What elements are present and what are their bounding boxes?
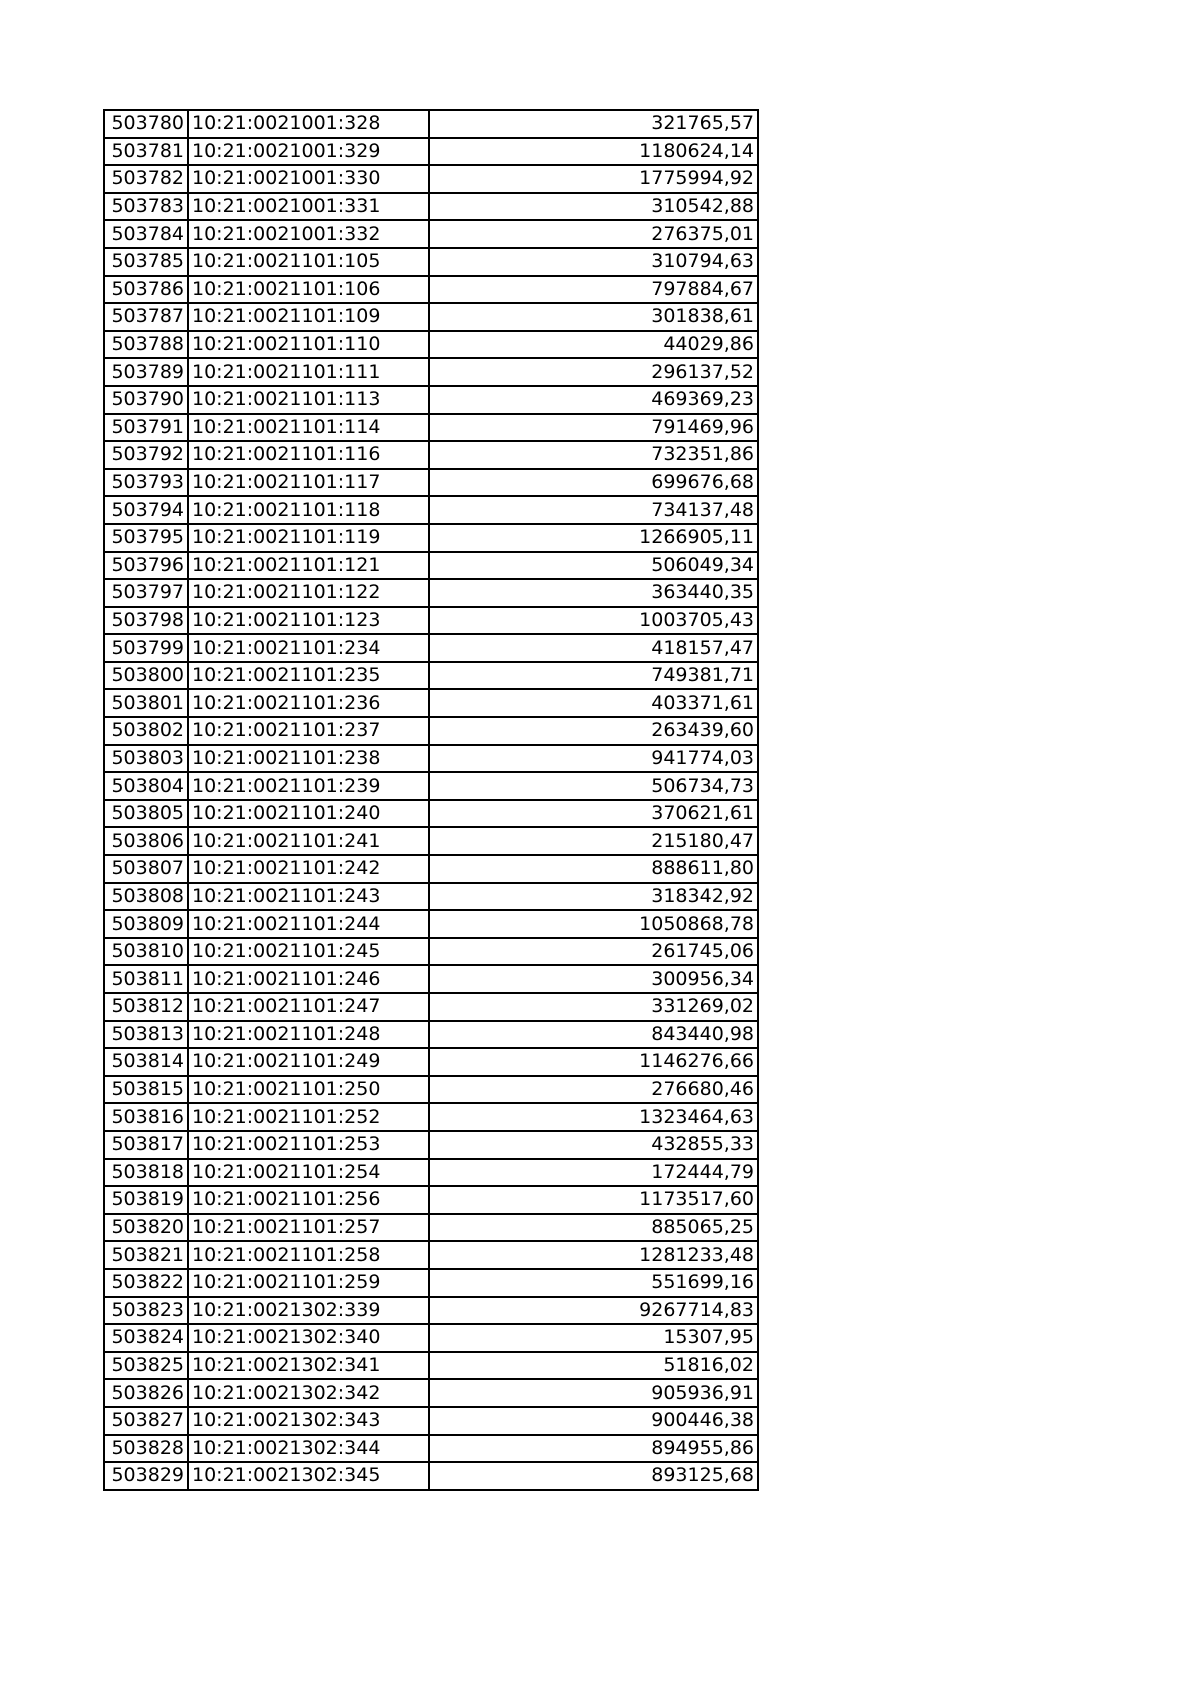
cadastral-number-cell: 10:21:0021101:243 (188, 883, 429, 911)
table-row (104, 1076, 758, 1104)
table-row (104, 386, 758, 414)
value-cell: 51816,02 (429, 1352, 758, 1380)
table-row (104, 1103, 758, 1131)
table-row (104, 358, 758, 386)
row-id-cell: 503793 (104, 469, 188, 497)
cadastral-number-cell: 10:21:0021302:345 (188, 1462, 429, 1490)
value-cell: 551699,16 (429, 1269, 758, 1297)
value-cell: 363440,35 (429, 579, 758, 607)
cadastral-number-cell: 10:21:0021101:238 (188, 745, 429, 773)
value-cell: 44029,86 (429, 331, 758, 359)
table-row (104, 469, 758, 497)
cadastral-number-cell: 10:21:0021101:235 (188, 662, 429, 690)
table-row (104, 1241, 758, 1269)
value-cell: 1146276,66 (429, 1048, 758, 1076)
row-id-cell: 503812 (104, 993, 188, 1021)
value-cell: 15307,95 (429, 1324, 758, 1352)
table-row (104, 1352, 758, 1380)
row-id-cell: 503811 (104, 965, 188, 993)
value-cell: 1180624,14 (429, 138, 758, 166)
table-row (104, 772, 758, 800)
value-cell: 276375,01 (429, 220, 758, 248)
table-row (104, 883, 758, 911)
row-id-cell: 503800 (104, 662, 188, 690)
row-id-cell: 503806 (104, 827, 188, 855)
cadastral-number-cell: 10:21:0021101:237 (188, 717, 429, 745)
row-id-cell: 503787 (104, 303, 188, 331)
cadastral-number-cell: 10:21:0021101:118 (188, 496, 429, 524)
cadastral-number-cell: 10:21:0021101:239 (188, 772, 429, 800)
cadastral-number-cell: 10:21:0021101:259 (188, 1269, 429, 1297)
row-id-cell: 503805 (104, 800, 188, 828)
cadastral-number-cell: 10:21:0021101:242 (188, 855, 429, 883)
row-id-cell: 503798 (104, 607, 188, 635)
cadastral-number-cell: 10:21:0021101:116 (188, 441, 429, 469)
cadastral-number-cell: 10:21:0021101:244 (188, 910, 429, 938)
value-cell: 843440,98 (429, 1021, 758, 1049)
cadastral-number-cell: 10:21:0021101:250 (188, 1076, 429, 1104)
cadastral-number-cell: 10:21:0021302:339 (188, 1297, 429, 1325)
cadastral-number-cell: 10:21:0021101:256 (188, 1186, 429, 1214)
row-id-cell: 503789 (104, 358, 188, 386)
value-cell: 469369,23 (429, 386, 758, 414)
table-row (104, 1297, 758, 1325)
table-row (104, 1021, 758, 1049)
value-cell: 894955,86 (429, 1435, 758, 1463)
cadastral-number-cell: 10:21:0021101:253 (188, 1131, 429, 1159)
table-row (104, 248, 758, 276)
value-cell: 699676,68 (429, 469, 758, 497)
row-id-cell: 503822 (104, 1269, 188, 1297)
cadastral-number-cell: 10:21:0021101:257 (188, 1214, 429, 1242)
cadastral-number-cell: 10:21:0021101:240 (188, 800, 429, 828)
cadastral-number-cell: 10:21:0021001:331 (188, 193, 429, 221)
value-cell: 172444,79 (429, 1159, 758, 1187)
value-cell: 893125,68 (429, 1462, 758, 1490)
cadastral-number-cell: 10:21:0021101:111 (188, 358, 429, 386)
row-id-cell: 503829 (104, 1462, 188, 1490)
table-row (104, 855, 758, 883)
cadastral-number-cell: 10:21:0021101:117 (188, 469, 429, 497)
row-id-cell: 503781 (104, 138, 188, 166)
value-cell: 1775994,92 (429, 165, 758, 193)
table-row (104, 965, 758, 993)
cadastral-number-cell: 10:21:0021101:109 (188, 303, 429, 331)
row-id-cell: 503783 (104, 193, 188, 221)
table-row (104, 1407, 758, 1435)
value-cell: 888611,80 (429, 855, 758, 883)
table-row (104, 331, 758, 359)
row-id-cell: 503827 (104, 1407, 188, 1435)
row-id-cell: 503828 (104, 1435, 188, 1463)
cadastral-number-cell: 10:21:0021101:106 (188, 276, 429, 304)
row-id-cell: 503804 (104, 772, 188, 800)
table-row (104, 414, 758, 442)
row-id-cell: 503792 (104, 441, 188, 469)
row-id-cell: 503809 (104, 910, 188, 938)
value-cell: 791469,96 (429, 414, 758, 442)
cadastral-number-cell: 10:21:0021101:234 (188, 634, 429, 662)
value-cell: 310542,88 (429, 193, 758, 221)
value-cell: 215180,47 (429, 827, 758, 855)
table-row (104, 552, 758, 580)
row-id-cell: 503821 (104, 1241, 188, 1269)
row-id-cell: 503790 (104, 386, 188, 414)
table-row (104, 1159, 758, 1187)
row-id-cell: 503794 (104, 496, 188, 524)
cadastral-number-cell: 10:21:0021101:123 (188, 607, 429, 635)
value-cell: 900446,38 (429, 1407, 758, 1435)
value-cell: 885065,25 (429, 1214, 758, 1242)
row-id-cell: 503814 (104, 1048, 188, 1076)
value-cell: 1266905,11 (429, 524, 758, 552)
row-id-cell: 503802 (104, 717, 188, 745)
value-cell: 301838,61 (429, 303, 758, 331)
value-cell: 506734,73 (429, 772, 758, 800)
row-id-cell: 503815 (104, 1076, 188, 1104)
value-cell: 1003705,43 (429, 607, 758, 635)
cadastral-number-cell: 10:21:0021101:252 (188, 1103, 429, 1131)
row-id-cell: 503826 (104, 1379, 188, 1407)
value-cell: 310794,63 (429, 248, 758, 276)
cadastral-number-cell: 10:21:0021302:342 (188, 1379, 429, 1407)
cadastral-number-cell: 10:21:0021001:330 (188, 165, 429, 193)
table-row (104, 1379, 758, 1407)
cadastral-number-cell: 10:21:0021101:119 (188, 524, 429, 552)
table-row (104, 745, 758, 773)
table-row (104, 1186, 758, 1214)
table-row (104, 1214, 758, 1242)
cadastral-number-cell: 10:21:0021001:328 (188, 110, 429, 138)
value-cell: 732351,86 (429, 441, 758, 469)
cadastral-number-cell: 10:21:0021101:246 (188, 965, 429, 993)
data-table (103, 109, 759, 1491)
table-row (104, 662, 758, 690)
cadastral-number-cell: 10:21:0021001:332 (188, 220, 429, 248)
table-row (104, 910, 758, 938)
row-id-cell: 503816 (104, 1103, 188, 1131)
cadastral-number-cell: 10:21:0021101:247 (188, 993, 429, 1021)
value-cell: 1050868,78 (429, 910, 758, 938)
cadastral-number-cell: 10:21:0021101:122 (188, 579, 429, 607)
row-id-cell: 503788 (104, 331, 188, 359)
value-cell: 749381,71 (429, 662, 758, 690)
value-cell: 263439,60 (429, 717, 758, 745)
row-id-cell: 503808 (104, 883, 188, 911)
value-cell: 331269,02 (429, 993, 758, 1021)
value-cell: 432855,33 (429, 1131, 758, 1159)
table-row (104, 827, 758, 855)
cadastral-number-cell: 10:21:0021101:113 (188, 386, 429, 414)
row-id-cell: 503807 (104, 855, 188, 883)
table-row (104, 607, 758, 635)
cadastral-number-cell: 10:21:0021101:110 (188, 331, 429, 359)
value-cell: 300956,34 (429, 965, 758, 993)
table-row (104, 138, 758, 166)
table-row (104, 689, 758, 717)
cadastral-number-cell: 10:21:0021302:340 (188, 1324, 429, 1352)
table-row (104, 1435, 758, 1463)
table-row (104, 993, 758, 1021)
value-cell: 734137,48 (429, 496, 758, 524)
cadastral-number-cell: 10:21:0021101:254 (188, 1159, 429, 1187)
value-cell: 1281233,48 (429, 1241, 758, 1269)
value-cell: 418157,47 (429, 634, 758, 662)
row-id-cell: 503799 (104, 634, 188, 662)
value-cell: 261745,06 (429, 938, 758, 966)
row-id-cell: 503780 (104, 110, 188, 138)
cadastral-number-cell: 10:21:0021302:341 (188, 1352, 429, 1380)
row-id-cell: 503795 (104, 524, 188, 552)
value-cell: 370621,61 (429, 800, 758, 828)
row-id-cell: 503817 (104, 1131, 188, 1159)
row-id-cell: 503796 (104, 552, 188, 580)
table-row (104, 276, 758, 304)
cadastral-number-cell: 10:21:0021101:249 (188, 1048, 429, 1076)
row-id-cell: 503797 (104, 579, 188, 607)
value-cell: 1323464,63 (429, 1103, 758, 1131)
row-id-cell: 503824 (104, 1324, 188, 1352)
cadastral-number-cell: 10:21:0021101:105 (188, 248, 429, 276)
cadastral-number-cell: 10:21:0021101:241 (188, 827, 429, 855)
cadastral-number-cell: 10:21:0021101:236 (188, 689, 429, 717)
row-id-cell: 503825 (104, 1352, 188, 1380)
row-id-cell: 503823 (104, 1297, 188, 1325)
table-row (104, 634, 758, 662)
cadastral-number-cell: 10:21:0021302:344 (188, 1435, 429, 1463)
value-cell: 321765,57 (429, 110, 758, 138)
value-cell: 1173517,60 (429, 1186, 758, 1214)
table-row (104, 1324, 758, 1352)
table-row (104, 1048, 758, 1076)
row-id-cell: 503791 (104, 414, 188, 442)
table-row (104, 441, 758, 469)
table-body (104, 110, 758, 1490)
value-cell: 403371,61 (429, 689, 758, 717)
table-row (104, 938, 758, 966)
cadastral-number-cell: 10:21:0021101:248 (188, 1021, 429, 1049)
cadastral-number-cell: 10:21:0021101:245 (188, 938, 429, 966)
row-id-cell: 503819 (104, 1186, 188, 1214)
table-row (104, 110, 758, 138)
table-row (104, 524, 758, 552)
cadastral-number-cell: 10:21:0021001:329 (188, 138, 429, 166)
table-row (104, 165, 758, 193)
row-id-cell: 503820 (104, 1214, 188, 1242)
table-row (104, 1269, 758, 1297)
row-id-cell: 503803 (104, 745, 188, 773)
row-id-cell: 503785 (104, 248, 188, 276)
table-row (104, 579, 758, 607)
cadastral-number-cell: 10:21:0021302:343 (188, 1407, 429, 1435)
value-cell: 905936,91 (429, 1379, 758, 1407)
row-id-cell: 503801 (104, 689, 188, 717)
row-id-cell: 503813 (104, 1021, 188, 1049)
table-row (104, 220, 758, 248)
value-cell: 797884,67 (429, 276, 758, 304)
value-cell: 318342,92 (429, 883, 758, 911)
value-cell: 941774,03 (429, 745, 758, 773)
row-id-cell: 503786 (104, 276, 188, 304)
value-cell: 276680,46 (429, 1076, 758, 1104)
value-cell: 9267714,83 (429, 1297, 758, 1325)
row-id-cell: 503818 (104, 1159, 188, 1187)
value-cell: 506049,34 (429, 552, 758, 580)
table-row (104, 717, 758, 745)
cadastral-number-cell: 10:21:0021101:258 (188, 1241, 429, 1269)
row-id-cell: 503782 (104, 165, 188, 193)
cadastral-number-cell: 10:21:0021101:121 (188, 552, 429, 580)
value-cell: 296137,52 (429, 358, 758, 386)
table-row (104, 1462, 758, 1490)
table-row (104, 496, 758, 524)
row-id-cell: 503810 (104, 938, 188, 966)
table-row (104, 800, 758, 828)
row-id-cell: 503784 (104, 220, 188, 248)
table-row (104, 1131, 758, 1159)
table-row (104, 303, 758, 331)
cadastral-number-cell: 10:21:0021101:114 (188, 414, 429, 442)
table-row (104, 193, 758, 221)
